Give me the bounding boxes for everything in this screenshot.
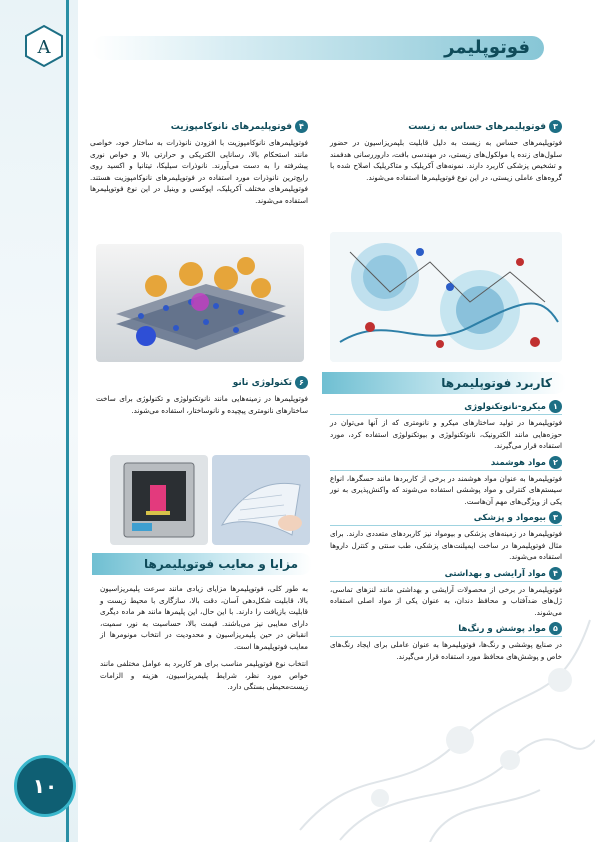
- item-number-badge: ۲: [549, 456, 562, 469]
- section-title: فوتوپلیمرهای حساس به زیست: [408, 122, 546, 132]
- item-number-badge: ۴: [549, 567, 562, 580]
- item-title: مواد پوشش و رنگ‌ها: [458, 624, 546, 634]
- section-number-badge: ۶: [295, 376, 308, 389]
- item-text: در صنایع پوششی و رنگ‌ها، فوتوپلیمرها به عنوان عاملی برای ایجاد رنگ‌های خاص و پوشش‌های محافظ مورد استفاده قرار می‌گیرند.: [330, 640, 562, 661]
- item-title: مواد آرایشی و بهداشتی: [444, 568, 546, 579]
- issue-text: [0, 105, 42, 123]
- item-text: فوتوپلیمرها در برخی از محصولات آرایشی و بهداشتی مانند لنزهای تماسی، ژل‌های ضدآفتاب و محافظ دندان، به عنوان یکی از مواد اصلی استفاده می‌شوند.: [330, 584, 562, 617]
- pros-cons-paragraph-2: انتخاب نوع فوتوپلیمر مناسب برای هر کاربرد به عوامل مختلفی مانند خواص مورد نظر، شرایط پلیمریزاسیون، هزینه و الزامات زیست‌محیطی بستگی دارد.: [100, 659, 308, 691]
- application-item: [330, 400, 562, 452]
- section-nanotech: [96, 376, 308, 416]
- pros-cons-title: مزایا و معایب فوتوپلیمرها: [92, 553, 312, 575]
- applications-title: کاربرد فوتوپلیمرها: [322, 372, 566, 394]
- section-number-badge: ۴: [295, 120, 308, 133]
- decorative-background-image: [280, 560, 595, 842]
- item-title: مواد هوشمند: [490, 457, 546, 468]
- item-title: میکرو-نانوتکنولوژی: [464, 402, 546, 412]
- section-text: فوتوپلیمرها در زمینه‌هایی مانند نانوتکنولوژی و تکنولوژی برای ساخت ساختارهای نانومتری پیچیده و نانوساختار، استفاده می‌شوند.: [96, 394, 308, 415]
- item-number-badge: ۱: [549, 400, 562, 413]
- item-text: فوتوپلیمرها در تولید ساختارهای میکرو و نانومتری که از آنها می‌توان در حوزه‌هایی مانند الکترونیک، نانوتکنولوژی و بیوتکنولوژی استفاده کرد، مورد استفاده قرار می‌گیرند.: [330, 418, 562, 450]
- section-nanocomposite: [90, 120, 308, 206]
- application-item: [330, 511, 562, 563]
- section-text: فوتوپلیمرهای حساس به زیست به دلیل قابلیت بلپمریزاسیون در حضور سلول‌های زنده یا مولکول‌های زیستی، در مهندسی بافت، داروررسانی هدفمند و تشخیص پزشکی کاربرد دارند. نمونه‌های آکریلیک و متاکریلیک اصلاح شده با گروه‌های عاملی زیستی، در این نوع فوتوپلیمرها استفاده می‌شوند.: [330, 138, 562, 182]
- section-bio-sensitive: [330, 120, 562, 183]
- section-title: تکنولوژی نانو: [232, 378, 292, 388]
- svg-text:A: A: [37, 37, 51, 58]
- pros-cons-body: [100, 583, 308, 693]
- section-number-badge: ۳: [549, 120, 562, 133]
- section-title: فوتوپلیمرهای نانوکامپوزیت: [170, 122, 292, 132]
- item-title: بیومواد و پزشکی: [473, 513, 546, 523]
- application-item: [330, 456, 562, 508]
- item-text: فوتوپلیمرها در زمینه‌های پزشکی و بیومواد نیز کاربردهای متعددی دارند. برای مثال فوتوپلیمرها در ساخت ایمپلنت‌های پزشکی، طب سنتی و کنترل داروها استفاده می‌شوند.: [330, 529, 562, 561]
- flexible-film-image: [212, 455, 310, 545]
- journal-logo: [22, 24, 66, 68]
- sidebar-divider: [66, 0, 69, 842]
- page-number: ۱۰: [14, 755, 76, 817]
- pros-cons-paragraph-1: به طور کلی، فوتوپلیمرها مزایای زیادی مانند سرعت پلیمریزاسیون بالا، قابلیت شکل‌دهی آسان، دقت بالا، سازگاری با محیط زیست و قابلیت بازیافت را دارند. با این حال، این پلیمرها مانند هر ماده دیگری دارای معایبی نیز می‌باشند. قیمت بالا، حساسیت به نور، سمیت، انقباض در حین پلیمریزاسیون و محدودیت در انتخاب مونومرها از معایب فوتوپلیمرها است.: [100, 584, 308, 651]
- bio-molecule-image: [330, 232, 562, 362]
- page-title: فوتوپلیمر: [444, 37, 530, 58]
- 3d-printer-image: [110, 455, 208, 545]
- item-number-badge: ۳: [549, 511, 562, 524]
- vertical-journal-title: [14, 95, 50, 735]
- item-number-badge: ۵: [549, 622, 562, 635]
- item-text: فوتوپلیمرها به عنوان مواد هوشمند در برخی از کاربردها مانند حسگرها، انواع سیستم‌های کنترلی و مواد پوششی استفاده می‌شوند که واکنش‌پذیری به نور یکی از ویژگی‌های مهم آن‌هاست.: [330, 473, 562, 506]
- nanocomposite-image: [96, 244, 304, 362]
- section-text: فوتوپلیمرهای نانوکامپوزیت با افزودن نانوذرات به ساختار خود، خواصی مانند استحکام بالا، رسانایی الکتریکی و حرارتی بالا و خواص نوری پیشرفته را به دست می‌آورند. نانوذرات سیلیکا، تیتانیا و اکسید روی رایج‌ترین نانوذرات مورد استفاده در فوتوپلیمرهای نانوکامپوزیت هستند. فوتوپلیمرهای مختلف آکریلیک، اپوکسی و وینیل در این نوع فوتوپلیمرها استفاده می‌شوند.: [90, 138, 308, 205]
